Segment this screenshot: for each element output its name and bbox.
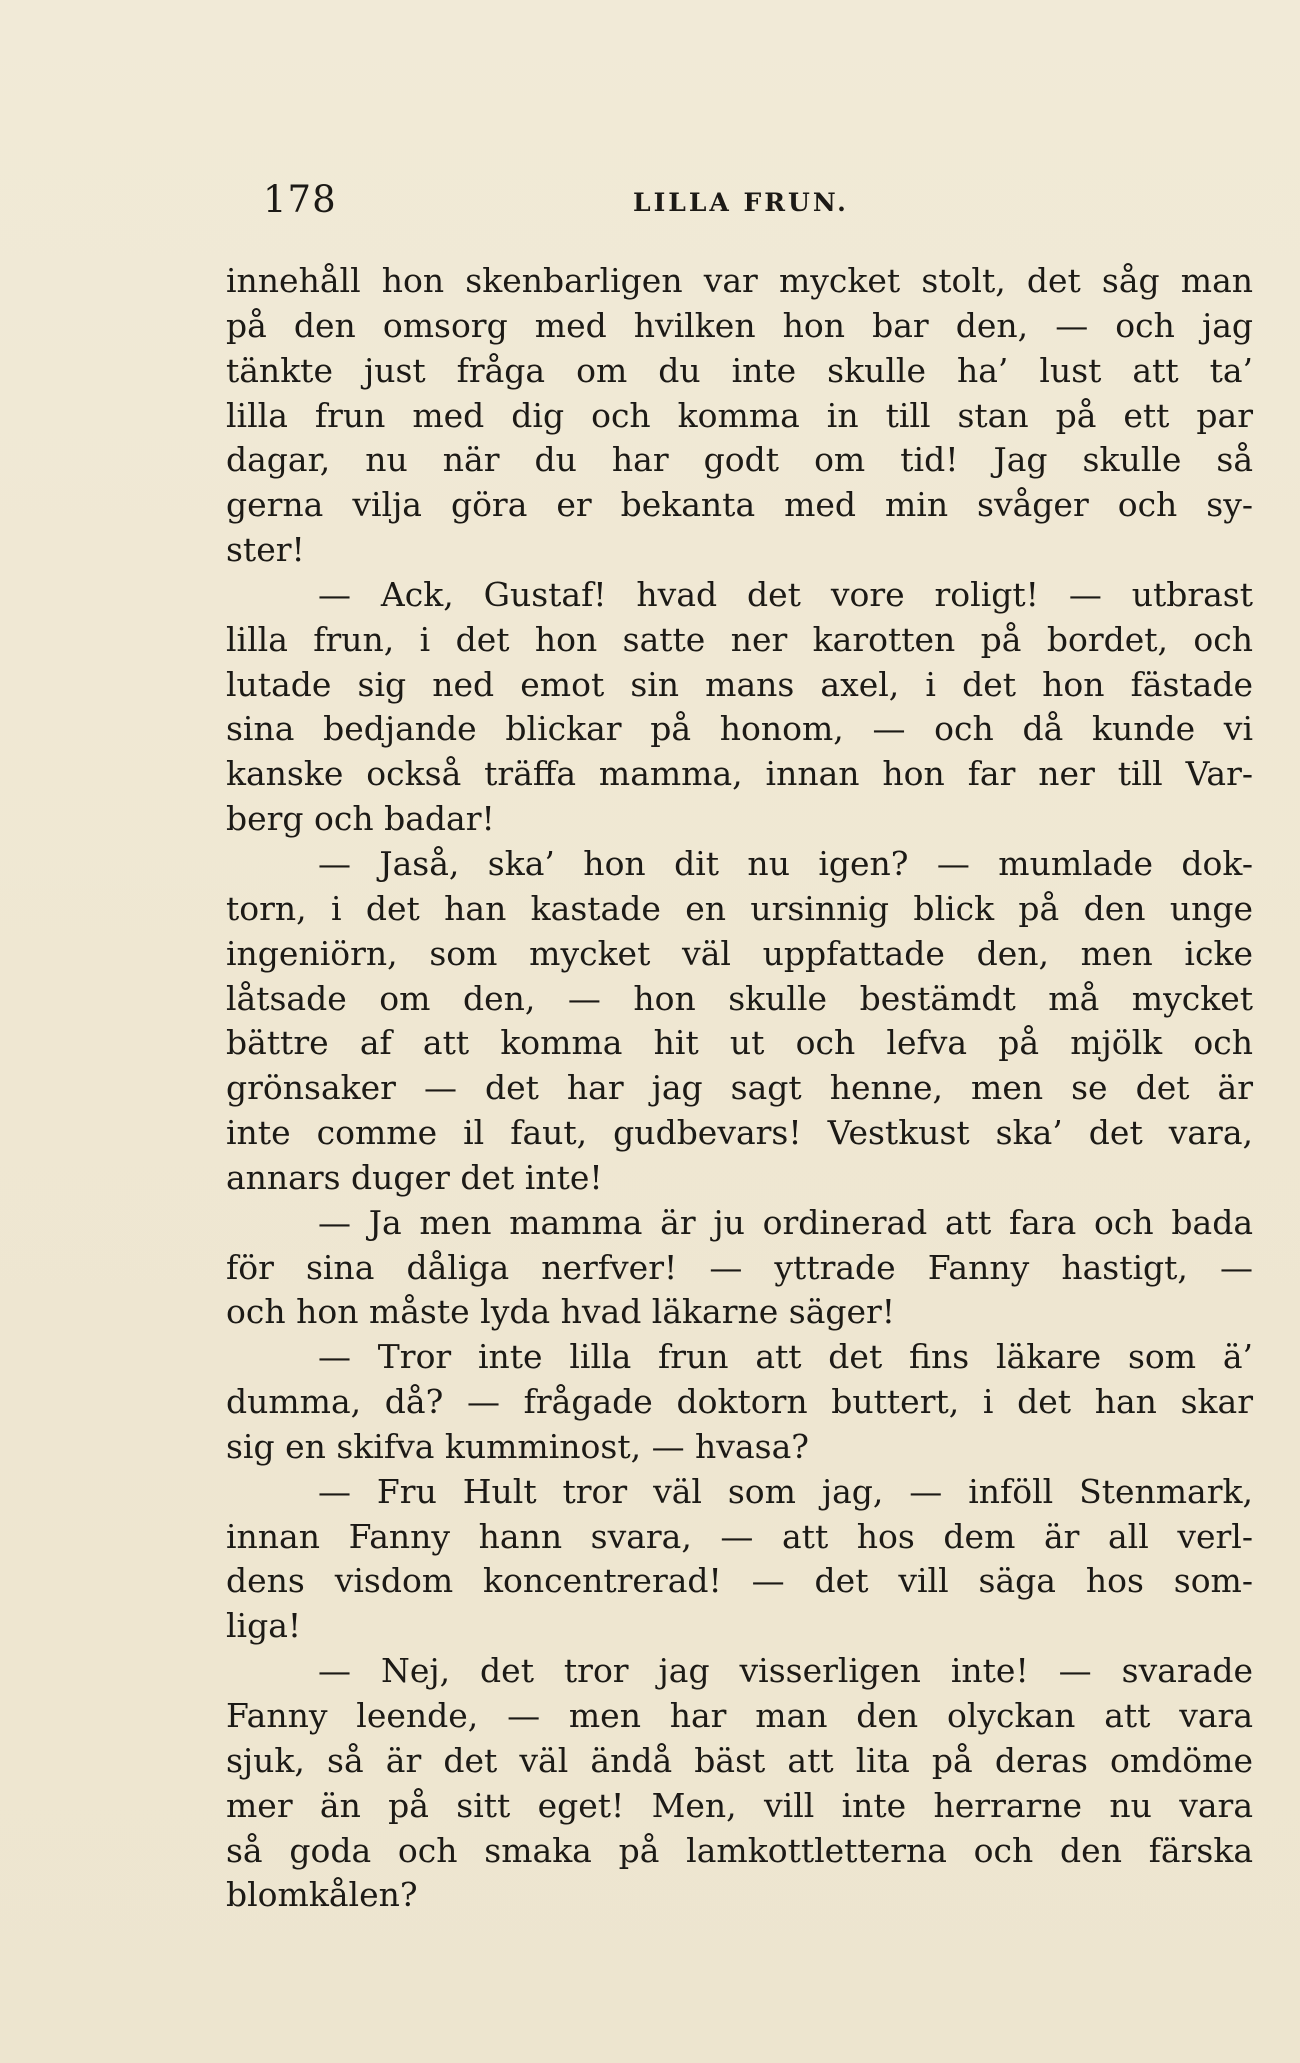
text-line: sjuk, så är det väl ändå bäst att lita på deras omdöme <box>226 1740 1253 1780</box>
text-line: inte comme il faut, gudbevars! Vestkust ska’ det vara, <box>226 1113 1253 1153</box>
text-line: — Ja men mamma är ju ordinerad att fara och bada <box>318 1202 1253 1242</box>
text-line: låtsade om den, — hon skulle bestämdt må mycket <box>226 978 1253 1018</box>
text-line: sina bedjande blickar på honom, — och då kunde vi <box>226 709 1253 749</box>
text-line: lilla frun med dig och komma in till stan på ett par <box>226 395 1253 435</box>
text-line: — Jaså, ska’ hon dit nu igen? — mumlade dok- <box>318 843 1253 883</box>
text-line: sig en skifva kumminost, — hvasa? <box>226 1426 809 1466</box>
text-line: och hon måste lyda hvad läkarne säger! <box>226 1292 896 1332</box>
text-line: torn, i det han kastade en ursinnig blick på den unge <box>226 888 1253 928</box>
text-line: så goda och smaka på lamkottletterna och den färska <box>226 1830 1253 1870</box>
text-line: innehåll hon skenbarligen var mycket stolt, det såg man <box>226 261 1253 300</box>
text-line: dagar, nu när du har godt om tid! Jag skulle så <box>226 440 1253 480</box>
text-line: — Ack, Gustaf! hvad det vore roligt! — utbrast <box>318 574 1253 614</box>
text-line: på den omsorg med hvilken hon bar den, — och jag <box>226 305 1253 345</box>
text-line: berg och badar! <box>226 799 495 839</box>
text-line: för sina dåliga nerfver! — yttrade Fanny hastigt, — <box>226 1247 1253 1287</box>
text-line: lilla frun, i det hon satte ner karotten på bordet, och <box>226 619 1253 659</box>
text-line: Fanny leende, — men har man den olyckan att vara <box>226 1696 1253 1735</box>
text-line: annars duger det inte! <box>226 1157 603 1197</box>
text-line: lutade sig ned emot sin mans axel, i det hon fästade <box>226 664 1253 704</box>
text-line: ingeniörn, som mycket väl uppfattade den, men icke <box>226 933 1253 973</box>
text-line: innan Fanny hann svara, — att hos dem är all verl- <box>226 1516 1253 1556</box>
text-line: grönsaker — det har jag sagt henne, men se det är <box>226 1068 1253 1108</box>
running-title: LILLA FRUN. <box>633 188 849 217</box>
text-line: — Nej, det tror jag visserligen inte! — svarade <box>318 1651 1253 1691</box>
page-number: 178 <box>263 178 337 221</box>
text-line: mer än på sitt eget! Men, vill inte herrarne nu vara <box>226 1785 1253 1825</box>
text-line: blomkålen? <box>226 1875 418 1915</box>
body-text <box>226 259 1253 1918</box>
text-line: gerna vilja göra er bekanta med min svåger och sy- <box>226 485 1253 525</box>
text-line: kanske också träffa mamma, innan hon far ner till Var- <box>226 754 1253 794</box>
text-line: bättre af att komma hit ut och lefva på mjölk och <box>226 1023 1253 1063</box>
text-line: dumma, då? — frågade doktorn buttert, i det han skar <box>226 1382 1253 1422</box>
running-head <box>263 178 1253 228</box>
text-line: — Tror inte lilla frun att det fins läkare som ä’ <box>318 1337 1253 1377</box>
text-line: dens visdom koncentrerad! — det vill säga hos som- <box>226 1561 1253 1601</box>
text-line: ster! <box>226 530 305 570</box>
text-line: liga! <box>226 1606 302 1646</box>
text-line: tänkte just fråga om du inte skulle ha’ lust att ta’ <box>226 350 1253 390</box>
text-line: — Fru Hult tror väl som jag, — inföll Stenmark, <box>318 1471 1253 1511</box>
